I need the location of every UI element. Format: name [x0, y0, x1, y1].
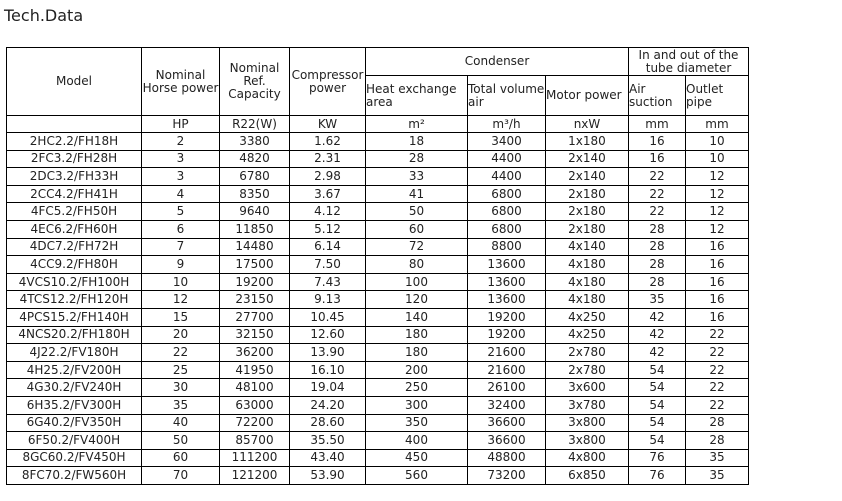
value-cell: 4x250 — [546, 308, 629, 326]
value-cell: 6x850 — [546, 467, 629, 485]
value-cell: 35 — [629, 291, 686, 309]
unit-cell: R22(W) — [220, 116, 290, 133]
value-cell: 2x140 — [546, 168, 629, 186]
unit-cell: KW — [290, 116, 366, 133]
model-cell: 4H25.2/FV200H — [7, 361, 142, 379]
header-condenser: Condenser — [366, 48, 629, 76]
table-row — [7, 273, 749, 291]
value-cell: 2x140 — [546, 150, 629, 168]
value-cell: 16 — [686, 273, 749, 291]
value-cell: 21600 — [468, 344, 546, 362]
value-cell: 8350 — [220, 185, 290, 203]
value-cell: 70 — [142, 467, 220, 485]
value-cell: 4x180 — [546, 291, 629, 309]
value-cell: 16 — [686, 291, 749, 309]
value-cell: 180 — [366, 326, 468, 344]
value-cell: 9 — [142, 256, 220, 274]
value-cell: 10 — [686, 150, 749, 168]
value-cell: 4x180 — [546, 256, 629, 274]
header-model: Model — [7, 48, 142, 116]
value-cell: 6800 — [468, 220, 546, 238]
value-cell: 36200 — [220, 344, 290, 362]
value-cell: 54 — [629, 361, 686, 379]
value-cell: 22 — [686, 344, 749, 362]
value-cell: 17500 — [220, 256, 290, 274]
table-row — [7, 344, 749, 362]
value-cell: 76 — [629, 467, 686, 485]
model-cell: 8GC60.2/FV450H — [7, 449, 142, 467]
value-cell: 560 — [366, 467, 468, 485]
value-cell: 10 — [686, 133, 749, 151]
value-cell: 19200 — [468, 308, 546, 326]
model-cell: 2CC4.2/FH41H — [7, 185, 142, 203]
value-cell: 16 — [629, 133, 686, 151]
value-cell: 28 — [366, 150, 468, 168]
value-cell: 73200 — [468, 467, 546, 485]
unit-cell: mm — [686, 116, 749, 133]
table-row — [7, 308, 749, 326]
unit-cell: nxW — [546, 116, 629, 133]
model-cell: 4J22.2/FV180H — [7, 344, 142, 362]
value-cell: 19200 — [468, 326, 546, 344]
unit-cell: m² — [366, 116, 468, 133]
value-cell: 4x250 — [546, 326, 629, 344]
value-cell: 60 — [142, 449, 220, 467]
value-cell: 121200 — [220, 467, 290, 485]
value-cell: 6780 — [220, 168, 290, 186]
value-cell: 32150 — [220, 326, 290, 344]
value-cell: 27700 — [220, 308, 290, 326]
value-cell: 48800 — [468, 449, 546, 467]
value-cell: 11850 — [220, 220, 290, 238]
value-cell: 10 — [142, 273, 220, 291]
value-cell: 3400 — [468, 133, 546, 151]
value-cell: 22 — [686, 326, 749, 344]
value-cell: 6800 — [468, 185, 546, 203]
value-cell: 100 — [366, 273, 468, 291]
table-row — [7, 432, 749, 450]
value-cell: 20 — [142, 326, 220, 344]
value-cell: 4.12 — [290, 203, 366, 221]
value-cell: 28 — [686, 432, 749, 450]
value-cell: 54 — [629, 432, 686, 450]
value-cell: 36600 — [468, 414, 546, 432]
unit-cell: mm — [629, 116, 686, 133]
model-cell: 4TCS12.2/FH120H — [7, 291, 142, 309]
value-cell: 12 — [686, 168, 749, 186]
value-cell: 22 — [629, 168, 686, 186]
value-cell: 54 — [629, 414, 686, 432]
value-cell: 6.14 — [290, 238, 366, 256]
value-cell: 28 — [629, 256, 686, 274]
table-row — [7, 449, 749, 467]
value-cell: 250 — [366, 379, 468, 397]
table-row — [7, 220, 749, 238]
table-row — [7, 467, 749, 485]
value-cell: 16 — [629, 150, 686, 168]
value-cell: 12 — [686, 220, 749, 238]
table-row — [7, 150, 749, 168]
value-cell: 140 — [366, 308, 468, 326]
value-cell: 28.60 — [290, 414, 366, 432]
value-cell: 32400 — [468, 396, 546, 414]
value-cell: 16 — [686, 256, 749, 274]
value-cell: 450 — [366, 449, 468, 467]
value-cell: 12 — [686, 185, 749, 203]
value-cell: 120 — [366, 291, 468, 309]
value-cell: 6800 — [468, 203, 546, 221]
value-cell: 111200 — [220, 449, 290, 467]
value-cell: 5.12 — [290, 220, 366, 238]
value-cell: 85700 — [220, 432, 290, 450]
units-row — [7, 116, 749, 133]
value-cell: 72200 — [220, 414, 290, 432]
table-body — [7, 133, 749, 485]
table-row — [7, 414, 749, 432]
value-cell: 50 — [366, 203, 468, 221]
table-row — [7, 238, 749, 256]
header-ref-capacity: Nominal Ref. Capacity — [220, 48, 290, 116]
value-cell: 2x780 — [546, 361, 629, 379]
value-cell: 4400 — [468, 168, 546, 186]
value-cell: 1.62 — [290, 133, 366, 151]
value-cell: 80 — [366, 256, 468, 274]
value-cell: 25 — [142, 361, 220, 379]
value-cell: 60 — [366, 220, 468, 238]
value-cell: 2x180 — [546, 203, 629, 221]
value-cell: 7.50 — [290, 256, 366, 274]
value-cell: 16 — [686, 308, 749, 326]
table-row — [7, 326, 749, 344]
value-cell: 10.45 — [290, 308, 366, 326]
value-cell: 13600 — [468, 256, 546, 274]
value-cell: 4x140 — [546, 238, 629, 256]
value-cell: 3x800 — [546, 414, 629, 432]
model-cell: 8FC70.2/FW560H — [7, 467, 142, 485]
value-cell: 3 — [142, 150, 220, 168]
value-cell: 3x800 — [546, 432, 629, 450]
model-cell: 6H35.2/FV300H — [7, 396, 142, 414]
value-cell: 23150 — [220, 291, 290, 309]
table-row — [7, 361, 749, 379]
value-cell: 42 — [629, 344, 686, 362]
value-cell: 22 — [142, 344, 220, 362]
model-cell: 4DC7.2/FH72H — [7, 238, 142, 256]
model-cell: 4NCS20.2/FH180H — [7, 326, 142, 344]
value-cell: 22 — [686, 361, 749, 379]
header-compressor-power: Compressor power — [290, 48, 366, 116]
model-cell: 2HC2.2/FH18H — [7, 133, 142, 151]
value-cell: 13600 — [468, 291, 546, 309]
value-cell: 2.31 — [290, 150, 366, 168]
header-outlet-pipe: Outlet pipe — [686, 76, 749, 116]
value-cell: 19.04 — [290, 379, 366, 397]
value-cell: 3.67 — [290, 185, 366, 203]
unit-cell: m³/h — [468, 116, 546, 133]
value-cell: 13.90 — [290, 344, 366, 362]
value-cell: 2x780 — [546, 344, 629, 362]
value-cell: 8800 — [468, 238, 546, 256]
unit-model-blank — [7, 116, 142, 133]
unit-cell: HP — [142, 116, 220, 133]
value-cell: 4 — [142, 185, 220, 203]
value-cell: 4820 — [220, 150, 290, 168]
value-cell: 24.20 — [290, 396, 366, 414]
value-cell: 35 — [686, 467, 749, 485]
value-cell: 54 — [629, 379, 686, 397]
table-row — [7, 396, 749, 414]
value-cell: 22 — [629, 185, 686, 203]
value-cell: 28 — [686, 414, 749, 432]
value-cell: 54 — [629, 396, 686, 414]
value-cell: 3 — [142, 168, 220, 186]
value-cell: 400 — [366, 432, 468, 450]
value-cell: 33 — [366, 168, 468, 186]
value-cell: 2 — [142, 133, 220, 151]
value-cell: 6 — [142, 220, 220, 238]
table-row — [7, 133, 749, 151]
value-cell: 63000 — [220, 396, 290, 414]
value-cell: 3380 — [220, 133, 290, 151]
table-row — [7, 291, 749, 309]
table-row — [7, 203, 749, 221]
value-cell: 3x780 — [546, 396, 629, 414]
value-cell: 300 — [366, 396, 468, 414]
value-cell: 9.13 — [290, 291, 366, 309]
table-row — [7, 379, 749, 397]
value-cell: 36600 — [468, 432, 546, 450]
value-cell: 48100 — [220, 379, 290, 397]
header-horse-power: Nominal Horse power — [142, 48, 220, 116]
value-cell: 35.50 — [290, 432, 366, 450]
model-cell: 6G40.2/FV350H — [7, 414, 142, 432]
value-cell: 35 — [142, 396, 220, 414]
value-cell: 4x180 — [546, 273, 629, 291]
value-cell: 22 — [686, 379, 749, 397]
value-cell: 12 — [142, 291, 220, 309]
value-cell: 28 — [629, 238, 686, 256]
value-cell: 350 — [366, 414, 468, 432]
table-row — [7, 168, 749, 186]
header-motor-power: Motor power — [546, 76, 629, 116]
value-cell: 53.90 — [290, 467, 366, 485]
value-cell: 15 — [142, 308, 220, 326]
value-cell: 41 — [366, 185, 468, 203]
model-cell: 4G30.2/FV240H — [7, 379, 142, 397]
model-cell: 2FC3.2/FH28H — [7, 150, 142, 168]
tech-data-table — [6, 47, 749, 485]
value-cell: 16.10 — [290, 361, 366, 379]
value-cell: 76 — [629, 449, 686, 467]
model-cell: 2DC3.2/FH33H — [7, 168, 142, 186]
model-cell: 4CC9.2/FH80H — [7, 256, 142, 274]
value-cell: 18 — [366, 133, 468, 151]
value-cell: 12 — [686, 203, 749, 221]
value-cell: 5 — [142, 203, 220, 221]
value-cell: 26100 — [468, 379, 546, 397]
page-title: Tech.Data — [4, 6, 84, 25]
value-cell: 22 — [629, 203, 686, 221]
model-cell: 4EC6.2/FH60H — [7, 220, 142, 238]
value-cell: 7.43 — [290, 273, 366, 291]
value-cell: 72 — [366, 238, 468, 256]
value-cell: 50 — [142, 432, 220, 450]
value-cell: 1x180 — [546, 133, 629, 151]
model-cell: 4PCS15.2/FH140H — [7, 308, 142, 326]
value-cell: 4400 — [468, 150, 546, 168]
table-row — [7, 185, 749, 203]
table-row — [7, 256, 749, 274]
model-cell: 4VCS10.2/FH100H — [7, 273, 142, 291]
value-cell: 180 — [366, 344, 468, 362]
value-cell: 13600 — [468, 273, 546, 291]
value-cell: 43.40 — [290, 449, 366, 467]
value-cell: 3x600 — [546, 379, 629, 397]
value-cell: 42 — [629, 308, 686, 326]
value-cell: 2x180 — [546, 185, 629, 203]
value-cell: 19200 — [220, 273, 290, 291]
value-cell: 4x800 — [546, 449, 629, 467]
header-air-suction: Air suction — [629, 76, 686, 116]
header-tube-diameter: In and out of the tube diameter — [629, 48, 749, 76]
value-cell: 2x180 — [546, 220, 629, 238]
value-cell: 9640 — [220, 203, 290, 221]
value-cell: 14480 — [220, 238, 290, 256]
value-cell: 28 — [629, 220, 686, 238]
value-cell: 30 — [142, 379, 220, 397]
header-heat-exchange-area: Heat exchange area — [366, 76, 468, 116]
value-cell: 42 — [629, 326, 686, 344]
value-cell: 200 — [366, 361, 468, 379]
value-cell: 35 — [686, 449, 749, 467]
model-cell: 6F50.2/FV400H — [7, 432, 142, 450]
value-cell: 22 — [686, 396, 749, 414]
value-cell: 12.60 — [290, 326, 366, 344]
header-total-volume-air: Total volume air — [468, 76, 546, 116]
value-cell: 40 — [142, 414, 220, 432]
value-cell: 41950 — [220, 361, 290, 379]
value-cell: 7 — [142, 238, 220, 256]
value-cell: 16 — [686, 238, 749, 256]
value-cell: 2.98 — [290, 168, 366, 186]
value-cell: 28 — [629, 273, 686, 291]
model-cell: 4FC5.2/FH50H — [7, 203, 142, 221]
value-cell: 21600 — [468, 361, 546, 379]
